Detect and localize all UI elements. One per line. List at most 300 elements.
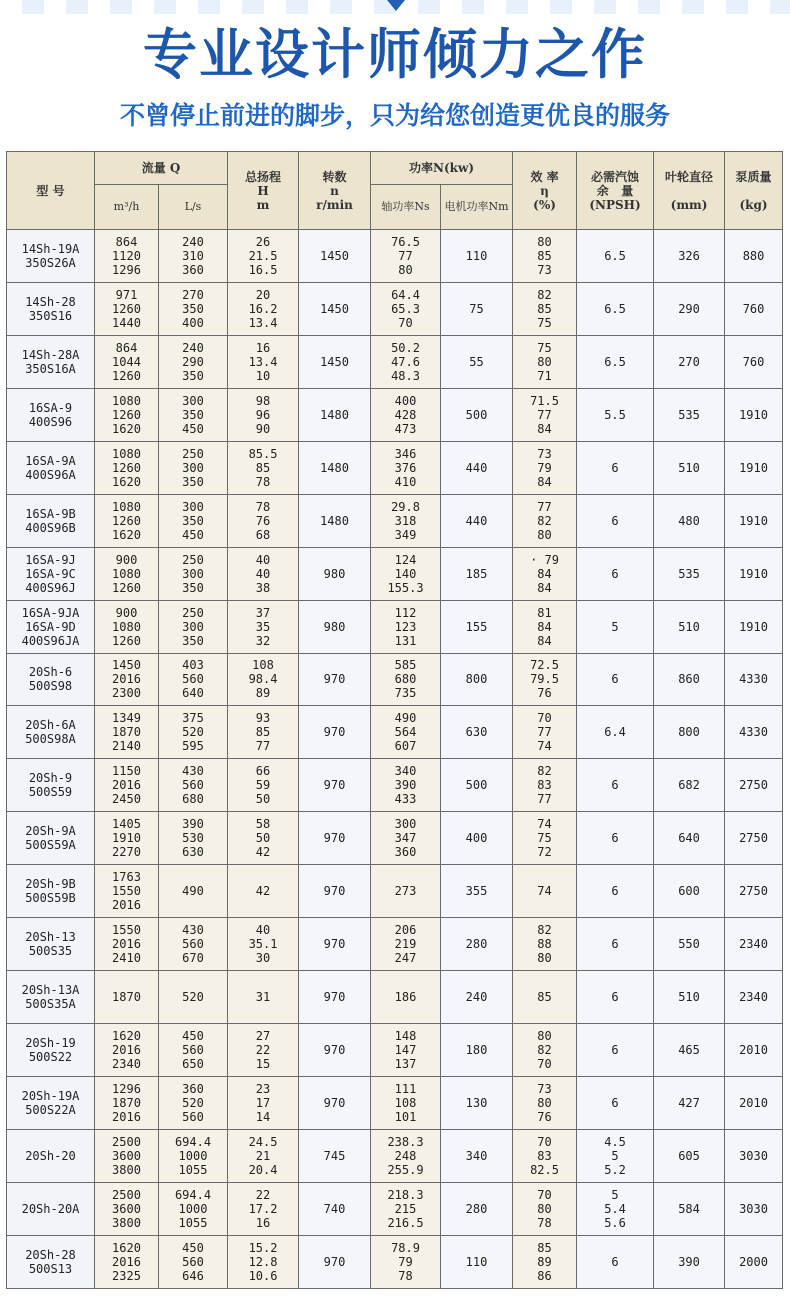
model-cell [7,230,95,283]
speed-cell-value: 970 [323,884,346,899]
flow-m3h-cell-value: 2140 [112,739,141,754]
shaft-power-cell [371,865,441,918]
efficiency-cell-value: 74 [537,739,552,754]
flow-ls-cell-value: 450 [182,1029,204,1044]
efficiency-cell-value: 77 [537,725,552,740]
model-cell-value: 14Sh-28 [25,294,76,309]
npsh-cell-value: 6.5 [604,354,626,369]
flow-m3h-cell-value: 1870 [112,725,141,740]
head-cell-value: 35.1 [248,937,278,952]
header-impeller-title: 叶轮直径 [665,169,714,184]
shaft-power-cell-value: 64.4 [391,287,420,302]
motor-power-cell-value: 400 [465,831,488,846]
efficiency-cell [513,335,577,388]
flow-ls-cell [159,1024,228,1077]
weight-cell [725,335,783,388]
impeller-cell-value: 800 [678,725,700,740]
model-cell [7,1024,95,1077]
flow-ls-cell-value: 560 [182,672,204,687]
weight-cell-value: 760 [742,354,765,369]
efficiency-cell-value: 78 [537,1215,552,1230]
model-cell-value: 20Sh-6A [25,718,76,733]
weight-cell-value: 2010 [739,1095,768,1110]
header-model: 型 号 [7,152,95,230]
motor-power-cell-value: 180 [465,1043,488,1058]
flow-m3h-cell-value: 1763 [112,870,141,885]
shaft-power-cell-value: 680 [394,672,417,687]
motor-power-cell [441,547,513,600]
weight-cell [725,1129,783,1182]
head-cell [228,918,299,971]
shaft-power-cell-value: 131 [394,633,417,648]
efficiency-cell-value: 80 [537,1201,552,1216]
head-cell-value: 32 [255,633,271,648]
impeller-cell [654,230,725,283]
shaft-power-cell [371,1235,441,1288]
speed-cell [299,494,371,547]
model-cell-value: 400S96JA [21,633,80,648]
flow-ls-cell-value: 350 [182,407,204,422]
flow-m3h-cell-value: 2016 [112,672,141,687]
flow-m3h-cell-value: 1260 [112,301,141,316]
impeller-cell [654,441,725,494]
flow-m3h-cell [95,653,159,706]
flow-ls-cell-value: 1000 [178,1201,208,1216]
flow-ls-cell [159,918,228,971]
flow-ls-cell-value: 240 [182,234,204,249]
weight-cell [725,706,783,759]
npsh-cell-value: 5.2 [604,1162,626,1177]
model-cell-value: 16SA-9 [28,400,73,415]
flow-ls-cell-value: 360 [182,262,204,277]
speed-cell-value: 970 [323,1254,346,1269]
impeller-cell [654,600,725,653]
header-speed [299,152,371,230]
motor-power-cell [441,494,513,547]
motor-power-cell [441,971,513,1024]
motor-power-cell-value: 355 [465,884,488,899]
weight-cell [725,441,783,494]
model-cell-value: 500S59A [25,838,76,853]
efficiency-cell-value: 73 [537,1081,552,1096]
shaft-power-cell [371,230,441,283]
motor-power-cell-value: 185 [465,566,488,581]
head-cell-value: 89 [255,686,271,701]
efficiency-cell-value: 80 [537,354,552,369]
model-cell [7,547,95,600]
shaft-power-cell [371,759,441,812]
efficiency-cell [513,865,577,918]
flow-m3h-cell [95,282,159,335]
flow-ls-cell-value: 250 [182,552,204,567]
flow-m3h-cell-value: 1870 [112,990,141,1005]
weight-cell-value: 2010 [739,1043,768,1058]
speed-cell [299,812,371,865]
flow-ls-cell-value: 300 [182,393,204,408]
shaft-power-cell [371,706,441,759]
header-speed-unit: r/min [316,197,353,212]
efficiency-cell [513,759,577,812]
impeller-cell-value: 682 [678,778,700,793]
shaft-power-cell-value: 78.9 [391,1240,420,1255]
motor-power-cell-value: 440 [465,460,488,475]
shaft-power-cell-value: 340 [394,764,417,779]
speed-cell [299,971,371,1024]
npsh-cell-value: 5 [611,1148,619,1163]
model-cell-value: 400S96A [25,467,76,482]
impeller-cell [654,1182,725,1235]
head-cell-value: 68 [255,527,271,542]
table-row [7,600,783,653]
shaft-power-cell-value: 70 [398,315,413,330]
flow-m3h-cell-value: 1260 [112,368,141,383]
head-cell [228,494,299,547]
flow-ls-cell-value: 1055 [178,1162,208,1177]
flow-ls-cell [159,335,228,388]
head-cell-value: 50 [255,792,271,807]
efficiency-cell-value: 71.5 [530,393,559,408]
motor-power-cell-value: 110 [465,1254,488,1269]
flow-ls-cell-value: 403 [182,658,204,673]
model-cell-value: 400S96 [28,414,73,429]
efficiency-cell-value: 73 [537,262,552,277]
impeller-cell-value: 465 [678,1043,700,1058]
efficiency-cell-value: 80 [537,1029,552,1044]
speed-cell-value: 970 [323,672,346,687]
flow-m3h-cell-value: 1620 [112,421,141,436]
npsh-cell-value: 6 [611,1254,619,1269]
head-cell [228,282,299,335]
flow-ls-cell-value: 560 [182,1043,204,1058]
head-cell-value: 21 [255,1148,271,1163]
flow-ls-cell [159,1129,228,1182]
efficiency-cell-value: 71 [537,368,552,383]
efficiency-cell [513,441,577,494]
efficiency-cell [513,388,577,441]
header-weight-title: 泵质量 [735,169,772,184]
table-row [7,494,783,547]
speed-cell-value: 970 [323,937,346,952]
head-cell [228,1235,299,1288]
motor-power-cell-value: 155 [465,619,488,634]
weight-cell [725,865,783,918]
flow-m3h-cell [95,1077,159,1130]
efficiency-cell-value: 75 [537,831,552,846]
impeller-cell [654,653,725,706]
shaft-power-cell-value: 112 [394,605,417,620]
npsh-cell [577,918,654,971]
flow-m3h-cell-value: 971 [115,287,138,302]
header-npsh-line1: 必需汽蚀 [591,169,640,184]
flow-ls-cell-value: 350 [182,474,204,489]
impeller-cell-value: 510 [678,619,700,634]
table-row [7,282,783,335]
efficiency-cell-value: 82 [537,923,552,938]
head-cell-value: 26 [255,234,271,249]
flow-ls-cell-value: 1000 [178,1148,208,1163]
motor-power-cell [441,335,513,388]
model-cell [7,441,95,494]
impeller-cell [654,971,725,1024]
efficiency-cell-value: 80 [537,527,552,542]
head-cell [228,1182,299,1235]
shaft-power-cell [371,494,441,547]
table-row [7,388,783,441]
shaft-power-cell-value: 186 [394,990,417,1005]
efficiency-cell-value: 83 [537,1148,552,1163]
speed-cell-value: 970 [323,831,346,846]
shaft-power-cell-value: 65.3 [391,301,420,316]
flow-m3h-cell-value: 1080 [112,619,141,634]
flow-m3h-cell-value: 2500 [112,1134,141,1149]
efficiency-cell-value: 89 [537,1254,552,1269]
shaft-power-cell [371,918,441,971]
flow-ls-cell-value: 350 [182,368,204,383]
flow-ls-cell [159,1077,228,1130]
shaft-power-cell-value: 346 [394,446,417,461]
speed-cell [299,335,371,388]
head-cell-value: 24.5 [248,1134,278,1149]
flow-m3h-cell-value: 864 [115,340,138,355]
head-cell-value: 10.6 [248,1268,278,1283]
model-cell [7,388,95,441]
table-row [7,759,783,812]
shaft-power-cell [371,441,441,494]
flow-ls-cell-value: 560 [182,1254,204,1269]
head-cell-value: 40 [255,566,271,581]
npsh-cell-value: 6.4 [604,725,626,740]
weight-cell-value: 1910 [739,460,768,475]
flow-m3h-cell-value: 2016 [112,778,141,793]
shaft-power-cell-value: 137 [394,1057,417,1072]
npsh-cell [577,441,654,494]
impeller-cell-value: 510 [678,460,700,475]
impeller-cell [654,282,725,335]
npsh-cell-value: 6.5 [604,301,626,316]
weight-cell [725,1182,783,1235]
head-cell-value: 59 [255,778,271,793]
header-flow-m3h: m³/h [95,185,159,230]
impeller-cell [654,865,725,918]
shaft-power-cell-value: 206 [394,923,417,938]
spec-table-body [7,230,783,1289]
flow-m3h-cell [95,441,159,494]
impeller-cell-value: 270 [678,354,700,369]
head-cell-value: 13.4 [248,354,278,369]
speed-cell-value: 1450 [320,354,349,369]
table-row [7,918,783,971]
npsh-cell-value: 6 [611,937,619,952]
efficiency-cell-value: 74 [537,817,552,832]
motor-power-cell [441,1077,513,1130]
flow-m3h-cell [95,971,159,1024]
npsh-cell-value: 6 [611,460,619,475]
model-cell [7,335,95,388]
model-cell-value: 500S98 [28,679,73,694]
flow-m3h-cell-value: 2325 [112,1268,141,1283]
table-row [7,230,783,283]
npsh-cell [577,1182,654,1235]
table-row [7,971,783,1024]
efficiency-cell [513,1077,577,1130]
flow-ls-cell-value: 450 [182,1240,204,1255]
motor-power-cell-value: 130 [465,1095,488,1110]
head-cell [228,812,299,865]
shaft-power-cell [371,971,441,1024]
shaft-power-cell-value: 318 [394,513,417,528]
flow-m3h-cell-value: 1620 [112,527,141,542]
model-cell-value: 16SA-9A [25,453,76,468]
npsh-cell [577,547,654,600]
motor-power-cell-value: 500 [465,407,488,422]
weight-cell [725,230,783,283]
npsh-cell [577,388,654,441]
table-row [7,812,783,865]
efficiency-cell-value: 82 [537,1043,552,1058]
efficiency-cell-value: 70 [537,1187,552,1202]
speed-cell [299,441,371,494]
impeller-cell-value: 860 [678,672,700,687]
head-cell-value: 78 [255,474,271,489]
flow-m3h-cell [95,388,159,441]
header-motor-power: 电机功率Nm [441,185,513,230]
efficiency-cell [513,1235,577,1288]
table-row [7,547,783,600]
flow-m3h-cell [95,494,159,547]
head-cell [228,1024,299,1077]
head-cell-value: 50 [255,831,271,846]
efficiency-cell [513,230,577,283]
head-cell [228,1129,299,1182]
flow-ls-cell-value: 430 [182,923,204,938]
model-cell-value: 16SA-9B [25,506,76,521]
model-cell-value: 400S96J [25,580,76,595]
head-cell-value: 22 [255,1187,271,1202]
head-cell [228,706,299,759]
shaft-power-cell-value: 155.3 [387,580,424,595]
efficiency-cell [513,600,577,653]
flow-ls-cell [159,759,228,812]
flow-ls-cell-value: 595 [182,739,204,754]
speed-cell-value: 970 [323,990,346,1005]
shaft-power-cell-value: 564 [394,725,417,740]
flow-m3h-cell-value: 2016 [112,1043,141,1058]
flow-ls-cell-value: 350 [182,513,204,528]
model-cell-value: 350S16A [25,361,76,376]
efficiency-cell-value: 82 [537,764,552,779]
model-cell-value: 14Sh-19A [21,241,80,256]
shaft-power-cell-value: 79 [398,1254,413,1269]
flow-ls-cell-value: 240 [182,340,204,355]
model-cell [7,282,95,335]
shaft-power-cell-value: 473 [394,421,417,436]
impeller-cell-value: 535 [678,566,700,581]
speed-cell [299,600,371,653]
speed-cell-value: 980 [323,566,346,581]
npsh-cell-value: 5.4 [604,1201,626,1216]
header-flow-ls: L/s [159,185,228,230]
efficiency-cell-value: 84 [537,566,552,581]
efficiency-cell-value: 70 [537,1134,552,1149]
motor-power-cell [441,706,513,759]
model-cell-value: 20Sh-20 [25,1148,76,1163]
weight-cell-value: 1910 [739,566,768,581]
shaft-power-cell [371,653,441,706]
motor-power-cell [441,282,513,335]
shaft-power-cell-value: 247 [394,951,417,966]
head-cell-value: 58 [255,817,271,832]
head-cell-value: 85 [255,460,271,475]
impeller-cell [654,1024,725,1077]
npsh-cell [577,335,654,388]
table-row [7,706,783,759]
weight-cell-value: 2340 [739,937,768,952]
flow-m3h-cell-value: 900 [115,552,138,567]
shaft-power-cell-value: 735 [394,686,417,701]
speed-cell-value: 970 [323,1043,346,1058]
impeller-cell-value: 535 [678,407,700,422]
shaft-power-cell-value: 29.8 [391,499,420,514]
impeller-cell-value: 605 [678,1148,700,1163]
npsh-cell-value: 6 [611,672,619,687]
header-weight [725,152,783,230]
efficiency-cell [513,918,577,971]
model-cell-value: 20Sh-13A [21,983,80,998]
model-cell [7,653,95,706]
weight-cell-value: 2000 [739,1254,768,1269]
head-cell-value: 16 [255,1215,271,1230]
motor-power-cell [441,600,513,653]
flow-m3h-cell-value: 1150 [112,764,141,779]
efficiency-cell-value: 74 [537,884,552,899]
model-cell-value: 500S59B [25,891,76,906]
flow-ls-cell-value: 650 [182,1057,204,1072]
head-cell [228,865,299,918]
shaft-power-cell-value: 376 [394,460,417,475]
flow-m3h-cell [95,1024,159,1077]
efficiency-cell-value: 79.5 [530,672,559,687]
head-cell-value: 20 [255,287,271,302]
flow-m3h-cell [95,812,159,865]
efficiency-cell-value: 72 [537,845,552,860]
table-row [7,1235,783,1288]
impeller-cell [654,388,725,441]
shaft-power-cell-value: 300 [394,817,417,832]
flow-m3h-cell-value: 1910 [112,831,141,846]
model-cell-value: 20Sh-9B [25,877,76,892]
shaft-power-cell-value: 123 [394,619,417,634]
head-cell-value: 16.5 [248,262,278,277]
model-cell-value: 20Sh-13 [25,930,76,945]
head-cell-value: 85.5 [248,446,278,461]
model-cell [7,759,95,812]
table-row [7,1182,783,1235]
weight-cell-value: 4330 [739,672,768,687]
flow-m3h-cell-value: 864 [115,234,138,249]
model-cell-value: 14Sh-28A [21,347,80,362]
page-title: 专业设计师倾力之作 [143,23,647,86]
motor-power-cell [441,230,513,283]
npsh-cell [577,653,654,706]
flow-m3h-cell-value: 1260 [112,580,141,595]
shaft-power-cell-value: 218.3 [387,1187,424,1202]
flow-m3h-cell-value: 1044 [112,354,141,369]
motor-power-cell-value: 800 [465,672,488,687]
flow-m3h-cell-value: 1080 [112,499,141,514]
model-cell [7,600,95,653]
efficiency-cell-value: 85 [537,301,552,316]
head-cell-value: 42 [255,845,271,860]
